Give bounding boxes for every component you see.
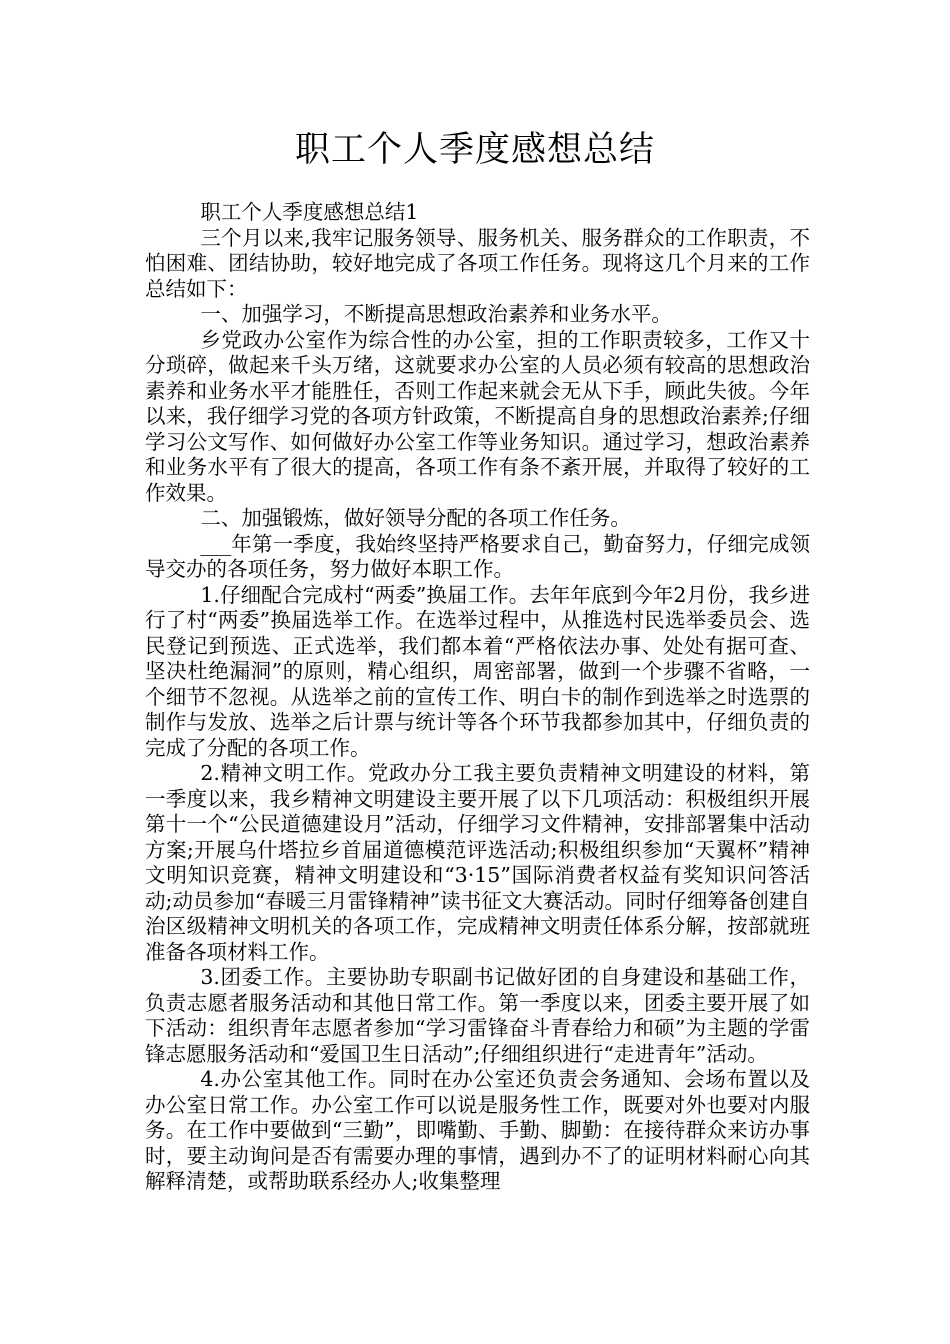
paragraph-heading: 职工个人季度感想总结1 (200, 200, 419, 224)
paragraph-item-4: 4.办公室其他工作。同时在办公室还负责会务通知、会场布置以及办公室日常工作。办公室工作可以说是服务性工作，既要对外也要对内服务。在工作中要做到“三勤”，即嘴勤、手勤、脚勤：在接待群众来访办事时，要主动询问是否有需要办理的事情，遇到办不了的证明材料耐心向其解释清楚，或帮助联系经办人;收集整理 (145, 1067, 810, 1193)
document-body (145, 200, 810, 1195)
paragraph: ___年第一季度，我始终坚持严格要求自己，勤奋努力，仔细完成领导交办的各项任务，努力做好本职工作。 (145, 531, 810, 581)
section-heading-2: 二、加强锻炼，做好领导分配的各项工作任务。 (200, 506, 631, 530)
paragraph-item-2: 2.精神文明工作。党政办分工我主要负责精神文明建设的材料，第一季度以来，我乡精神文明建设主要开展了以下几项活动：积极组织开展第十一个“公民道德建设月”活动，仔细学习文件精神，安排部署集中活动方案;开展乌什塔拉乡首届道德模范评选活动;积极组织参加“天翼杯”精神文明知识竞赛，精神文明建设和“3·15”国际消费者权益有奖知识问答活动;动员参加“春暖三月雷锋精神”读书征文大赛活动。同时仔细筹备创建自治区级精神文明机关的各项工作，完成精神文明责任体系分解，按部就班准备各项材料工作。 (145, 761, 810, 964)
section-heading-1: 一、加强学习，不断提高思想政治素养和业务水平。 (200, 302, 672, 326)
paragraph-item-1: 1.仔细配合完成村“两委”换届工作。去年年底到今年2月份，我乡进行了村“两委”换届选举工作。在选举过程中，从推选村民选举委员会、选民登记到预选、正式选举，我们都本着“严格依法办事、处处有据可查、坚决杜绝漏洞”的原则，精心组织，周密部署，做到一个步骤不省略，一个细节不忽视。从选举之前的宣传工作、明白卡的制作到选举之时选票的制作与发放、选举之后计票与统计等各个环节我都参加其中，仔细负责的完成了分配的各项工作。 (145, 582, 810, 760)
paragraph-intro: 三个月以来,我牢记服务领导、服务机关、服务群众的工作职责，不怕困难、团结协助，较好地完成了各项工作任务。现将这几个月来的工作总结如下： (145, 225, 810, 301)
document-title: 职工个人季度感想总结 (294, 130, 655, 170)
paragraph: 乡党政办公室作为综合性的办公室，担的工作职责较多，工作又十分琐碎，做起来千头万绪，这就要求办公室的人员必须有较高的思想政治素养和业务水平才能胜任，否则工作起来就会无从下手，顾此失彼。今年以来，我仔细学习党的各项方针政策，不断提高自身的思想政治素养;仔细学习公文写作、如何做好办公室工作等业务知识。通过学习，想政治素养和业务水平有了很大的提高，各项工作有条不紊开展，并取得了较好的工作效果。 (145, 327, 810, 505)
paragraph-item-3: 3.团委工作。主要协助专职副书记做好团的自身建设和基础工作，负责志愿者服务活动和其他日常工作。第一季度以来，团委主要开展了如下活动：组织青年志愿者参加“学习雷锋奋斗青春给力和硕”为主题的学雷锋志愿服务活动和“爱国卫生日活动”;仔细组织进行“走进青年”活动。 (145, 965, 810, 1066)
